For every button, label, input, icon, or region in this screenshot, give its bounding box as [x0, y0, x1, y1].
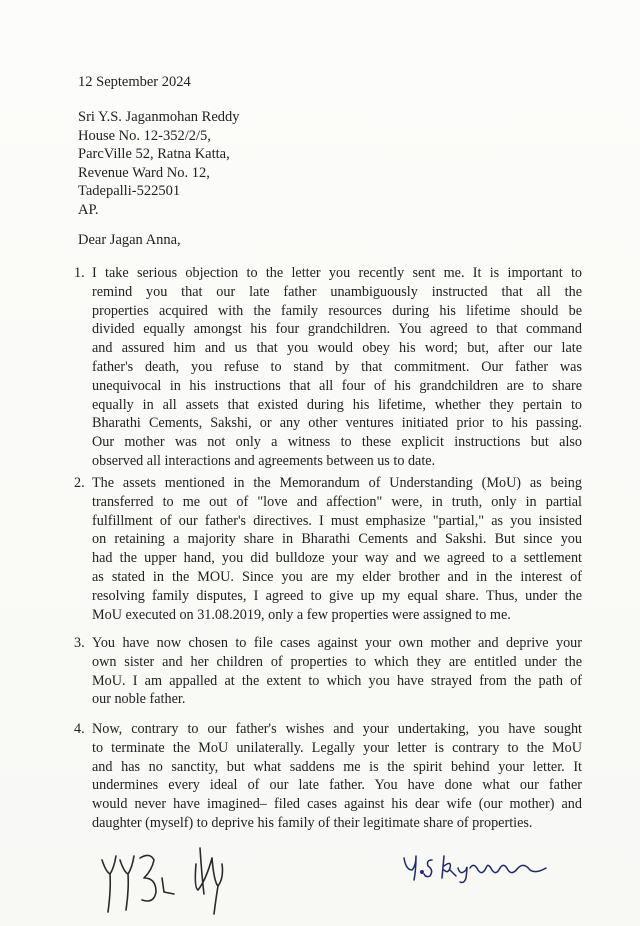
paragraph-line: and has no sanctity, but what saddens me is the spirit behind your letter. It — [92, 758, 582, 775]
paragraph-line: would never have imagined– filed cases against his dear wife (our mother) and — [92, 796, 582, 813]
paragraph-number: 2. — [74, 475, 85, 491]
paragraph-line: equally in all assets that existed during his lifetime, whether they pertain to — [92, 396, 582, 413]
paragraph-line: observed all interactions and agreements between us to date. — [92, 452, 436, 469]
paragraph-line: properties acquired with the family resources during his lifetime should be — [92, 302, 582, 319]
paragraph-body — [92, 474, 582, 624]
salutation: Dear Jagan Anna, — [78, 232, 181, 248]
paragraph-line: MoU executed on 31.08.2019, only a few properties were assigned to me. — [92, 606, 511, 623]
paragraph-line: transferred to me out of "love and affection" were, in truth, only in partial — [92, 493, 582, 510]
paragraph-line: divided equally amongst his four grandchildren. You agreed to that command — [92, 321, 582, 338]
paragraph-3 — [74, 634, 582, 709]
paragraph-1 — [74, 264, 582, 471]
recipient-address — [78, 108, 240, 220]
paragraph-number: 3. — [74, 635, 85, 651]
paragraph-body — [92, 634, 582, 709]
paragraph-number: 1. — [74, 265, 85, 281]
handwritten-signature — [400, 848, 550, 888]
paragraph-line: father's death, you refuse to stand by that commitment. Our father was — [92, 358, 582, 375]
paragraph-4 — [74, 720, 582, 833]
paragraph-line: on retaining a majority share in Bharathi Cements and Sakshi. But since you — [92, 531, 582, 548]
paragraph-line: daughter (myself) to deprive his family of their legitimate share of properties. — [92, 814, 533, 831]
paragraph-line: fulfillment of our father's directives. I must emphasize "partial," as you insisted — [92, 512, 582, 529]
address-line: AP. — [78, 201, 99, 218]
paragraph-line: MoU. I am appalled at the extent to which you have strayed from the path of — [92, 672, 582, 689]
address-line: Sri Y.S. Jaganmohan Reddy — [78, 109, 240, 125]
paragraph-line: Now, contrary to our father's wishes and your undertaking, you have sought — [92, 721, 582, 737]
paragraph-line: You have now chosen to file cases against your own mother and deprive your — [92, 635, 582, 651]
paragraph-line: Bharathi Cements, Sakshi, or any other ventures initiated prior to his passing. — [92, 415, 582, 432]
handwritten-initials-signature — [96, 838, 246, 918]
paragraph-line: resolving family disputes, I agreed to give up my equal share. Thus, under the — [92, 587, 582, 604]
paragraph-line: I take serious objection to the letter you recently sent me. It is important to — [92, 265, 582, 281]
letter-date: 12 September 2024 — [78, 74, 191, 90]
address-line: ParcVille 52, Ratna Katta, — [78, 146, 230, 163]
paragraph-number: 4. — [74, 721, 85, 737]
paragraph-body — [92, 264, 582, 471]
paragraph-line: undermines every ideal of our late father. You have done what our father — [92, 777, 582, 794]
paragraph-line: our noble father. — [92, 691, 186, 708]
paragraph-line: unequivocal in his instructions that all four of his grandchildren are to share — [92, 377, 582, 394]
paragraph-line: and assured him and us that you would obey his word; but, after our late — [92, 340, 582, 357]
paragraph-line: had the upper hand, you did bulldoze your way and we agreed to a settlement — [92, 550, 582, 567]
paragraph-line: Our mother was not only a witness to these explicit instructions but also — [92, 434, 582, 451]
paragraph-line: own sister and her children of properties to which they are entitled under the — [92, 653, 582, 670]
address-line: Revenue Ward No. 12, — [78, 164, 210, 181]
paragraph-line: as stated in the MOU. Since you are my elder brother and in the interest of — [92, 568, 582, 585]
address-line: House No. 12-352/2/5, — [78, 127, 211, 144]
paragraph-2 — [74, 474, 582, 624]
paragraph-line: to terminate the MoU unilaterally. Legally your letter is contrary to the MoU — [92, 739, 582, 756]
paragraph-line: The assets mentioned in the Memorandum of Understanding (MoU) as being — [92, 475, 582, 491]
paragraph-line: remind you that our late father unambiguously instructed that all the — [92, 283, 582, 300]
address-line: Tadepalli-522501 — [78, 183, 181, 200]
paragraph-body — [92, 720, 582, 833]
